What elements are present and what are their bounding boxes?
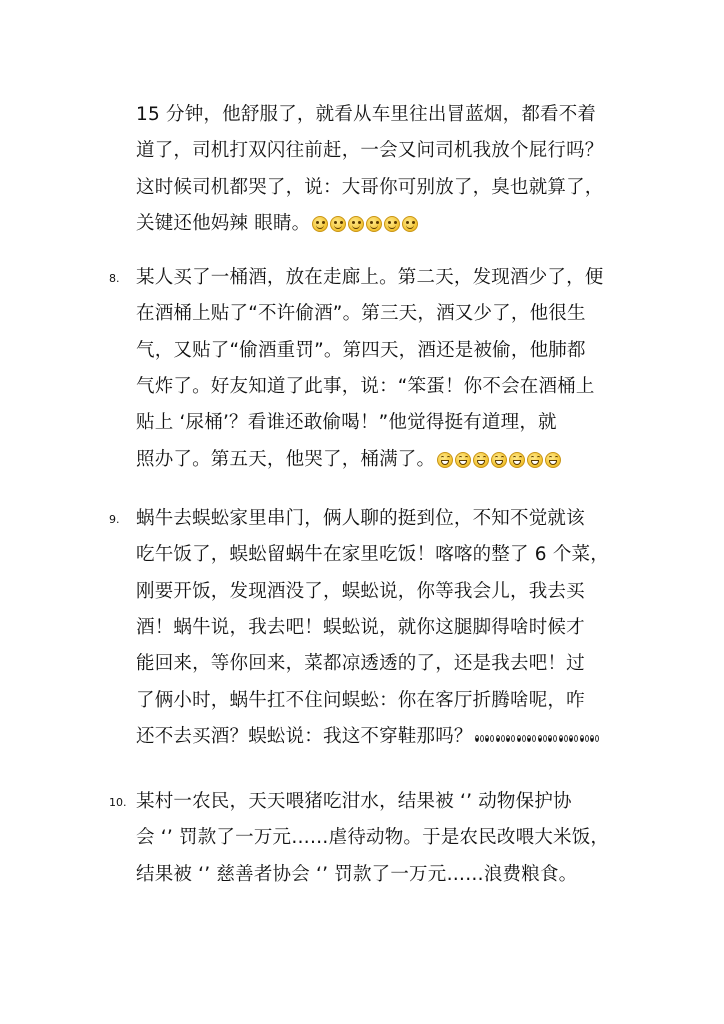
paragraph-line xyxy=(136,139,604,163)
paragraph-line xyxy=(136,543,609,567)
grinning-face-icon xyxy=(545,452,561,468)
paragraph-line xyxy=(136,212,420,239)
grin-eye xyxy=(465,456,468,459)
line-text: 气，又贴了“偷酒重罚”。第四天，酒还是被偷，他肺都 xyxy=(136,339,586,361)
grinning-face-icon xyxy=(491,452,507,468)
eyes-icon xyxy=(517,733,527,745)
grinning-face-icon xyxy=(473,452,489,468)
line-text: 关键还他妈辣 眼睛。 xyxy=(136,212,311,234)
eye-pupil xyxy=(507,738,509,741)
eyes-icon xyxy=(496,733,506,745)
line-text: 贴上 ‘尿桶’？看谁还敢偷喝！”他觉得挺有道理，就 xyxy=(136,412,557,434)
grin-eye xyxy=(483,456,486,459)
smiling-face-icon xyxy=(312,216,328,232)
line-text: 某村一农民，天天喂猪吃泔水，结果被 ‘’ 动物保护协 xyxy=(136,791,572,812)
line-text: 吃午饭了，蜈蚣留蜗牛在家里吃饭！喀喀的整了 6 个菜， xyxy=(136,544,609,566)
line-text: 结果被 ‘’ 慈善者协会 ‘’ 罚款了一万元……浪费粮食。 xyxy=(136,863,578,885)
line-text: 了俩小时，蜗牛扛不住问蜈蚣：你在客厅折腾啥呢，咋 xyxy=(136,689,585,711)
item-number: 8. xyxy=(109,272,120,285)
paragraph-line xyxy=(136,339,586,363)
eye-pupil xyxy=(486,738,488,741)
line-text: 道了，司机打双闪往前赶，一会又问司机我放个屁行吗？ xyxy=(136,140,604,162)
smiling-face-icon xyxy=(366,216,382,232)
smiling-face-icon xyxy=(402,216,418,232)
grin-eye xyxy=(501,456,504,459)
paragraph-line xyxy=(136,826,609,850)
line-text: 刚要开饭，发现酒没了，蜈蚣说，你等我会儿，我去买 xyxy=(136,580,585,602)
line-text: 气炸了。好友知道了此事，说：“笨蛋！你不会在酒桶上 xyxy=(136,375,595,397)
paragraph-line xyxy=(136,790,572,814)
line-text: 这时候司机都哭了，说：大哥你可别放了，臭也就算了， xyxy=(136,176,604,198)
grin-eye xyxy=(537,456,540,459)
line-text: 蜗牛去蜈蚣家里串门，俩人聊的挺到位，不知不觉就该 xyxy=(136,508,585,529)
eyes-icon xyxy=(506,733,516,745)
emoji-row xyxy=(312,215,420,239)
eye-pupil xyxy=(476,738,478,741)
paragraph-line xyxy=(136,507,585,531)
eyes-icon xyxy=(580,733,590,745)
grinning-face-icon xyxy=(509,452,525,468)
eyes-icon xyxy=(569,733,579,745)
grinning-face-icon xyxy=(527,452,543,468)
paragraph-line xyxy=(136,725,601,752)
paragraph-line xyxy=(136,176,604,200)
eye-pupil xyxy=(560,738,562,741)
grinning-face-icon xyxy=(437,452,453,468)
grinning-face-icon xyxy=(455,452,471,468)
paragraph-line xyxy=(136,411,557,435)
eye-pupil xyxy=(581,738,583,741)
paragraph-line xyxy=(136,863,577,887)
paragraph-line xyxy=(136,448,563,475)
smiling-face-icon xyxy=(384,216,400,232)
paragraph-line xyxy=(136,652,585,676)
emoji-row xyxy=(475,728,601,752)
paragraph-line xyxy=(136,103,596,127)
item-number: 10. xyxy=(109,796,127,809)
paragraph-line xyxy=(136,689,585,713)
paragraph-line xyxy=(136,266,604,290)
grin-eye xyxy=(447,456,450,459)
paragraph-line xyxy=(136,580,585,604)
emoji-row xyxy=(437,451,563,475)
eye-pupil xyxy=(549,738,551,741)
line-text: 酒！蜗牛说，我去吧！蜈蚣说，就你这腿脚得啥时候才 xyxy=(136,616,585,638)
eye-pupil xyxy=(518,738,520,741)
line-text: 会 ‘’ 罚款了一万元……虐待动物。于是农民改喂大米饭， xyxy=(136,827,610,849)
smiling-face-icon xyxy=(348,216,364,232)
eyes-icon xyxy=(548,733,558,745)
eye-pupil xyxy=(570,738,572,741)
eye-pupil xyxy=(497,738,499,741)
line-text: 照办了。第五天，他哭了，桶满了。 xyxy=(136,448,436,470)
paragraph-line xyxy=(136,302,586,326)
eye-pupil xyxy=(528,738,530,741)
line-text: 在酒桶上贴了“不许偷酒”。第三天，酒又少了，他很生 xyxy=(136,303,586,325)
eyes-icon xyxy=(559,733,569,745)
paragraph-line xyxy=(136,375,595,399)
line-text: 某人买了一桶酒，放在走廊上。第二天，发现酒少了，便 xyxy=(136,267,604,288)
paragraph-line xyxy=(136,616,585,640)
eyes-icon xyxy=(475,733,485,745)
line-text: 能回来，等你回来，菜都凉透透的了，还是我去吧！过 xyxy=(136,653,585,675)
item-number: 9. xyxy=(109,513,120,526)
eyes-icon xyxy=(527,733,537,745)
eyes-icon xyxy=(538,733,548,745)
line-text: 15 分钟，他舒服了，就看从车里往出冒蓝烟，都看不着 xyxy=(136,104,597,125)
line-text: 还不去买酒？蜈蚣说：我这不穿鞋那吗？ xyxy=(136,725,473,747)
grin-eye xyxy=(555,456,558,459)
eye-pupil xyxy=(591,738,593,741)
eyes-icon xyxy=(590,733,600,745)
grin-eye xyxy=(519,456,522,459)
smiling-face-icon xyxy=(330,216,346,232)
eyes-icon xyxy=(485,733,495,745)
eye-pupil xyxy=(539,738,541,741)
